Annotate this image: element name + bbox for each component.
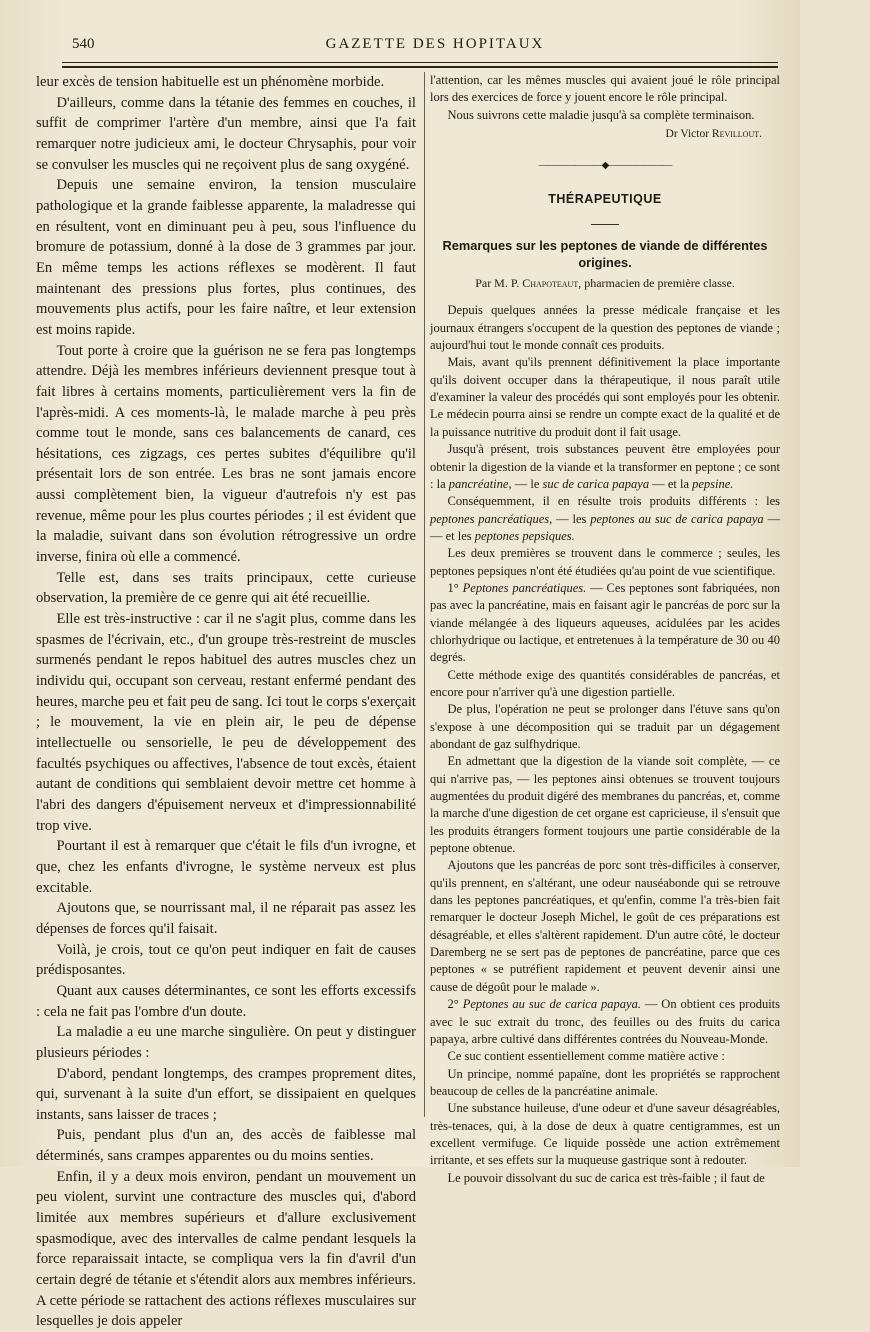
emphasis: peptones pepsiques. [474, 528, 575, 543]
byline-name: Chapoteaut, [522, 276, 582, 291]
paragraph [430, 493, 780, 545]
paragraph: Depuis quelques années la presse médicale française et les journaux étrangers s'occupent de la question des peptones de viande ; aujourd'hui tout le monde connaît ces produits. [430, 303, 780, 353]
paragraph: Tout porte à croire que la guérison ne se fera pas longtemps attendre. Déjà les membres inférieurs deviennent presque tout à fait libres à certains moments, particulièrement vers la fin de l'après-midi. A ces moments-là, le malade marche à peu près comme tout le monde, sans ces balancements de canard, ces hésitations, ces zigzags, ces pertes subites d'équilibre qu'il présentait lors de son entrée. Les bras ne sont jamais encore aussi complètement bien, la vigueur d'autrefois n'y est pas revenue, même pour les plus courtes périodes ; il est évident que la maladie, suivant dans son évolution rétrogressive un ordre inverse, finira où elle a commencé. [36, 342, 416, 566]
text: Jusqu'à présent, trois substances peuvent être employées pour obtenir la digestion de la viande et la transformer en peptone ; ce sont : la [430, 442, 780, 491]
author-signature [430, 126, 780, 143]
section-title: THÉRAPEUTIQUE [548, 191, 662, 206]
paragraph [430, 996, 780, 1048]
paragraph: En admettant que la digestion de la viande soit complète, — ce qui n'arrive pas, — les peptones ainsi obtenues se trouvent toujours augmentées du produit digéré des membranes du pancréas, et, comme la marche d'une digestion de cet organe est capricieuse, il s'ensuit que les produits étrangers forment toujours une partie considérable de la peptone obtenue. [430, 754, 780, 856]
header-rule-thick [62, 66, 778, 68]
paragraph: D'abord, pendant longtemps, des crampes proprement dites, qui, survenant à la suite d'un effort, se dissipaient en quelques instants, sans laisser de traces ; [36, 1065, 416, 1123]
left-column [36, 72, 416, 1332]
emphasis: pancréatine, [448, 476, 512, 491]
page-number: 540 [72, 36, 95, 52]
paragraph: Enfin, il y a deux mois environ, pendant un mouvement un peu violent, survint une contracture des muscles qui, d'abord limitée aux membres supérieurs et d'allure exclusivement spasmodique, avec des intervalles de calme pendant lesquels la force reparaissait intacte, se compliqua vers la fin d'avril d'un certain degré de tétanie et s'étendit alors aux membres inférieurs. A cette période se rattachent des actions réflexes musculaires sur lesquelles je dois appeler [36, 1168, 416, 1330]
emphasis: Peptones au suc de carica papaya. [462, 997, 641, 1012]
emphasis: pepsine. [692, 476, 734, 491]
paragraph: Cette méthode exige des quantités considérables de pancréas, et encore pour n'arriver qu'à une digestion partielle. [430, 667, 780, 699]
text: — les [552, 511, 587, 526]
text: — — et les [430, 511, 780, 543]
paragraph: Quant aux causes déterminantes, ce sont les efforts excessifs : cela ne fait pas l'ombre d'un doute. [36, 982, 416, 1020]
paragraph: Telle est, dans ses traits principaux, cette curieuse observation, la première de ce genre qui ait été recueillie. [36, 569, 416, 607]
paragraph: Le pouvoir dissolvant du suc de carica est très-faible ; il faut de [447, 1170, 765, 1185]
paragraph: D'ailleurs, comme dans la tétanie des femmes en couches, il suffit de comprimer l'artère d'un membre, ainsi que l'a fait remarquer notre judicieux ami, le docteur Chrysaphis, pour voir se convulser les muscles qui ne reçoivent plus de sang oxygéné. [36, 94, 416, 173]
header-rule [62, 62, 778, 63]
text: — et la [649, 476, 689, 491]
paragraph: Voilà, je crois, tout ce qu'on peut indiquer en fait de causes prédisposantes. [36, 941, 416, 979]
paragraph: Ajoutons que les pancréas de porc sont très-difficiles à conserver, qu'ils prennent, en s'altérant, une odeur nauséabonde qui se retrouve dans les peptones pancréatiques, et qu'enfin, comme l'a très-bien fait remarquer le docteur Joseph Michel, le goût de ces préparations est désagréable, et elles s'altèrent rapidement. D'un autre côté, le docteur Daremberg ne se sert pas de peptones de pancréatine, parce que ces peptones « se putréfient rapidement et peuvent devenir ainsi une cause de dégoût pour le malade ». [430, 858, 780, 994]
paragraph [430, 580, 780, 667]
emphasis: suc de carica papaya [542, 476, 650, 491]
right-column [430, 72, 780, 1187]
paragraph: La maladie a eu une marche singulière. On peut y distinguer plusieurs périodes : [36, 1024, 416, 1061]
paragraph: Les deux premières se trouvent dans le commerce ; seules, les peptones pepsiques n'ont été étudiées qu'au point de vue scientifique. [430, 546, 780, 578]
text: — Ces peptones sont fabriquées, non pas avec la pancréatine, mais en faisant agir le pancréas de porc sur la viande mélangée à des liqueurs aqueuses, acidulées par les acides chlorhydrique ou lactique, et entretenues à la température de 30 ou 40 degrés. [430, 580, 781, 665]
paragraph: Elle est très-instructive : car il ne s'agit plus, comme dans les spasmes de l'écrivain, etc., d'un groupe très-restreint de muscles surmenés pendant le repos habituel des autres muscles chez un individu qui, occupant son cerveau, restant enfermé pendant des heures, marche peu et fait peu de sang. Ici tout le corps s'exerçait ; le mouvement, la vie en plein air, le peu de dépense intellectuelle ou sensorielle, le peu de développement des facultés psychiques ou affectives, l'absence de tout excès, étaient autant de conditions qui semblaient devoir mettre cet homme à l'abri des dangers d'épuisement nerveux et d'impressionnabilité trop vive. [36, 611, 416, 834]
paragraph: Puis, pendant plus d'un an, des accès de faiblesse mal déterminés, sans crampes apparentes ou du moins senties. [36, 1127, 416, 1165]
column-divider [424, 72, 425, 1117]
list-number: 1° [447, 580, 459, 595]
byline [430, 275, 780, 292]
paragraph: l'attention, car les mêmes muscles qui avaient joué le rôle principal lors des exercices de force y jouent encore le rôle principal. [430, 73, 780, 105]
paragraph: De plus, l'opération ne peut se prolonger dans l'étuve sans qu'on s'expose à une décomposition qui se traduit par un dégagement abondant de gaz sulfhydrique. [430, 702, 780, 751]
signature-name: Revillout. [711, 128, 762, 141]
paragraph: Un principe, nommé papaïne, dont les propriétés se rapprochent beaucoup de celles de la pancréatine animale. [430, 1066, 780, 1098]
byline-prefix: Par M. P. [475, 276, 520, 291]
paragraph: Nous suivrons cette maladie jusqu'à sa complète terminaison. [447, 107, 755, 122]
paragraph: Mais, avant qu'ils prennent définitivement la place importante qu'ils doivent occuper dans la thérapeutique, il nous paraît utile d'examiner la valeur des procédés qui sont employés pour les obtenir. Le médecin pourra ainsi se rendre un compte exact de la qualité et de la puissance nutritive du produit dont il fait usage. [430, 355, 780, 439]
paragraph: Ce suc contient essentiellement comme matière active : [447, 1049, 725, 1064]
text: Conséquemment, il en résulte trois produits différents : les [447, 494, 780, 509]
page-header [0, 30, 800, 60]
signature-prefix: Dr Victor [665, 128, 710, 141]
paragraph: leur excès de tension habituelle est un phénomène morbide. [36, 74, 385, 90]
paragraph: Pourtant il est à remarquer que c'était le fils d'un ivrogne, et que, chez les enfants d'ivrogne, le système nerveux est plus excitable. [36, 838, 416, 896]
text: — On obtient ces produits avec le suc extrait du tronc, des feuilles ou des fruits du carica papaya, arbre cultivé dans différentes contrées du Nouveau-Monde. [430, 997, 781, 1046]
journal-title: GAZETTE DES HOPITAUX [325, 36, 545, 52]
paragraph [430, 441, 780, 493]
emphasis: peptones au suc de carica papaya [590, 511, 764, 526]
article-title: Remarques sur les peptones de viande de différentes origines. [442, 238, 768, 271]
paragraph: Ajoutons que, se nourrissant mal, il ne réparait pas assez les dépenses de forces qu'il faisait. [36, 900, 416, 937]
short-rule [591, 224, 619, 225]
emphasis: Peptones pancréatiques. [462, 580, 587, 595]
paragraph: Une substance huileuse, d'une odeur et d'une saveur désagréables, très-tenaces, qui, à la dose de deux à quatre centigrammes, est un excellent vermifuge. Ce liquide possède une action extrêmement irritante, et ses effets sur la muqueuse gastrique sont à redouter. [430, 1101, 780, 1168]
list-number: 2° [447, 997, 459, 1012]
paragraph: Depuis une semaine environ, la tension musculaire pathologique et la grande faiblesse apparente, la maladresse qui en résultent, vont en diminuant peu à peu, sous l'influence du bromure de potassium, donné à la dose de 3 grammes par jour. En même temps les actions réflexes se modèrent. Il faut maintenant des pressions plus fortes, plus continues, des mouvements plus actifs, pour les faire naître, et leur extension est moins rapide. [36, 177, 416, 338]
byline-suffix: pharmacien de première classe. [584, 276, 735, 291]
text: — le [511, 476, 540, 491]
emphasis: peptones pancréatiques, [430, 511, 553, 526]
section-ornament: ———————◆——————— [538, 160, 672, 172]
